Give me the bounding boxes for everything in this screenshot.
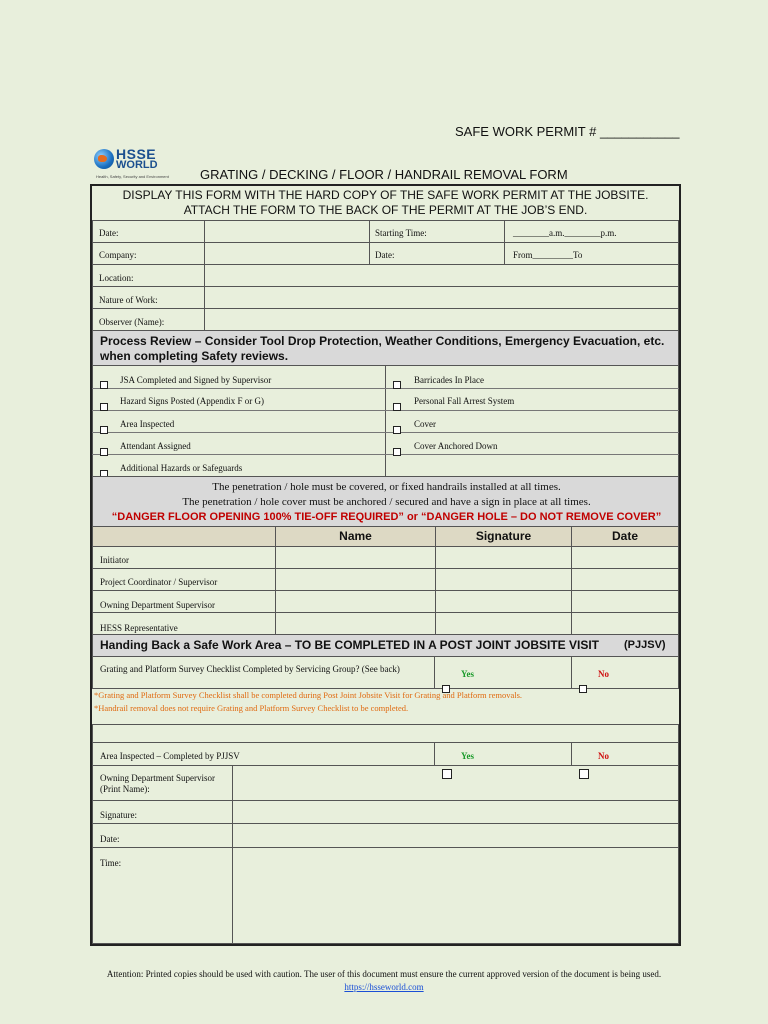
form-frame <box>90 184 681 946</box>
logo-text-2: WORLD <box>116 159 158 171</box>
name-input[interactable] <box>275 612 436 635</box>
from-to-label: From_________To <box>513 250 583 260</box>
note-grating: *Grating and Platform Survey Checklist shall be completed during Post Joint Jobsite Visit for Grating and Platform removals. <box>94 690 523 700</box>
checklist-item-jsa: JSA Completed and Signed by Supervisor <box>120 375 272 385</box>
signature-input[interactable] <box>435 612 572 635</box>
owning-supervisor-label: Owning Department Supervisor (Print Name): <box>100 773 215 794</box>
instruction-line-1: DISPLAY THIS FORM WITH THE HARD COPY OF THE SAFE WORK PERMIT AT THE JOBSITE. <box>122 188 649 202</box>
signature-input[interactable] <box>435 546 572 569</box>
handback-title: Handing Back a Safe Work Area – TO BE COMPLETED IN A POST JOINT JOBSITE VISIT <box>100 638 599 652</box>
instruction-line-2: ATTACH THE FORM TO THE BACK OF THE PERMIT AT THE JOB’S END. <box>183 203 588 217</box>
table-row <box>92 612 276 635</box>
name-input[interactable] <box>275 590 436 613</box>
date-input[interactable] <box>571 590 679 613</box>
footer-attention <box>90 968 678 994</box>
role-project-coordinator: Project Coordinator / Supervisor <box>100 577 218 587</box>
observer-input[interactable] <box>204 308 679 331</box>
process-review-text: Process Review – Consider Tool Drop Protection, Weather Conditions, Emergency Evacuation, etc. when completing Safety reviews. <box>100 334 665 363</box>
survey-yes-cell <box>434 656 572 689</box>
survey-question: Grating and Platform Survey Checklist Completed by Servicing Group? (See back) <box>100 664 400 674</box>
supervisor-name-input[interactable] <box>232 765 679 801</box>
date-label: Date: <box>99 228 119 238</box>
company-label: Company: <box>99 250 137 260</box>
checklist-item-area-inspected: Area Inspected <box>120 419 175 429</box>
time-label: Time: <box>100 858 122 868</box>
process-review-header <box>92 330 679 366</box>
checkbox-survey-no[interactable] <box>579 685 587 693</box>
checkbox-hazard-signs[interactable] <box>100 403 108 411</box>
nature-of-work-input[interactable] <box>204 286 679 309</box>
nature-of-work-label: Nature of Work: <box>99 295 158 305</box>
logo-tagline: Health, Safety, Security and Environment <box>96 174 169 179</box>
location-input[interactable] <box>204 264 679 287</box>
area-yes-label: Yes <box>461 751 474 761</box>
name-header: Name <box>275 526 436 547</box>
checkbox-fall-arrest[interactable] <box>393 403 401 411</box>
time-input[interactable] <box>232 847 679 944</box>
date2-label: Date: <box>375 250 395 260</box>
checklist-item-cover-anchored: Cover Anchored Down <box>414 441 498 451</box>
time-value: ________a.m.________p.m. <box>513 228 617 238</box>
logo-text: HSSE <box>116 146 157 162</box>
checkbox-barricades[interactable] <box>393 381 401 389</box>
checklist-item-hazard-signs: Hazard Signs Posted (Appendix F or G) <box>120 396 264 406</box>
name-input[interactable] <box>275 546 436 569</box>
role-owning-supervisor: Owning Department Supervisor <box>100 600 215 610</box>
checklist-item-additional-hazards: Additional Hazards or Safeguards <box>120 463 243 473</box>
table-row <box>92 546 276 569</box>
date-input[interactable] <box>571 546 679 569</box>
survey-no-label: No <box>598 669 609 679</box>
danger-warning: “DANGER FLOOR OPENING 100% TIE-OFF REQUIRED” or “DANGER HOLE – DO NOT REMOVE COVER” <box>111 511 662 523</box>
table-row <box>92 568 276 591</box>
starting-time-label: Starting Time: <box>375 228 427 238</box>
signature-input[interactable] <box>435 590 572 613</box>
location-label: Location: <box>99 273 134 283</box>
area-inspected-label: Area Inspected – Completed by PJJSV <box>100 751 240 761</box>
signature-input[interactable] <box>435 568 572 591</box>
company-input[interactable] <box>204 242 370 265</box>
checklist-item-fall-arrest: Personal Fall Arrest System <box>414 396 515 406</box>
checkbox-attendant[interactable] <box>100 448 108 456</box>
role-hess-representative: HESS Representative <box>100 623 178 633</box>
date-input[interactable] <box>571 568 679 591</box>
permit-number-label: SAFE WORK PERMIT # ___________ <box>455 124 680 139</box>
date-input[interactable] <box>571 612 679 635</box>
checklist-item-cover: Cover <box>414 419 436 429</box>
notice-line-1: The penetration / hole must be covered, or fixed handrails installed at all times. <box>212 481 561 493</box>
notice-line-2: The penetration / hole cover must be anchored / secured and have a sign in place at all times. <box>182 496 591 508</box>
form-title: GRATING / DECKING / FLOOR / HANDRAIL REMOVAL FORM <box>200 167 568 182</box>
checklist-item-barricades: Barricades In Place <box>414 375 484 385</box>
notice-block <box>92 476 679 527</box>
signature-label: Signature: <box>100 810 137 820</box>
checkbox-cover-anchored[interactable] <box>393 448 401 456</box>
footer-text: Attention: Printed copies should be used with caution. The user of this document must ensure the current approved version of the document is being used. <box>106 969 662 979</box>
handback-date-label: Date: <box>100 834 120 844</box>
observer-label: Observer (Name): <box>99 317 165 327</box>
survey-yes-label: Yes <box>461 669 474 679</box>
checkbox-area-inspected[interactable] <box>100 426 108 434</box>
footer-link[interactable]: https://hsseworld.com <box>344 982 424 992</box>
globe-icon <box>94 149 114 169</box>
hsse-world-logo <box>94 148 174 184</box>
instructions <box>92 188 679 218</box>
checkbox-cover[interactable] <box>393 426 401 434</box>
date-input[interactable] <box>204 220 370 243</box>
name-input[interactable] <box>275 568 436 591</box>
area-no-label: No <box>598 751 609 761</box>
signature-input[interactable] <box>232 800 679 824</box>
date-header: Date <box>571 526 679 547</box>
handback-header <box>92 634 679 657</box>
handback-date-input[interactable] <box>232 823 679 848</box>
role-initiator: Initiator <box>100 555 129 565</box>
signature-header: Signature <box>435 526 572 547</box>
checkbox-jsa[interactable] <box>100 381 108 389</box>
handback-title-abbr: (PJJSV) <box>624 639 666 651</box>
note-handrail: *Handrail removal does not require Grating and Platform Survey Checklist to be completed. <box>94 703 409 713</box>
checklist-item-attendant: Attendant Assigned <box>120 441 191 451</box>
survey-no-cell <box>571 656 679 689</box>
table-row <box>92 590 276 613</box>
